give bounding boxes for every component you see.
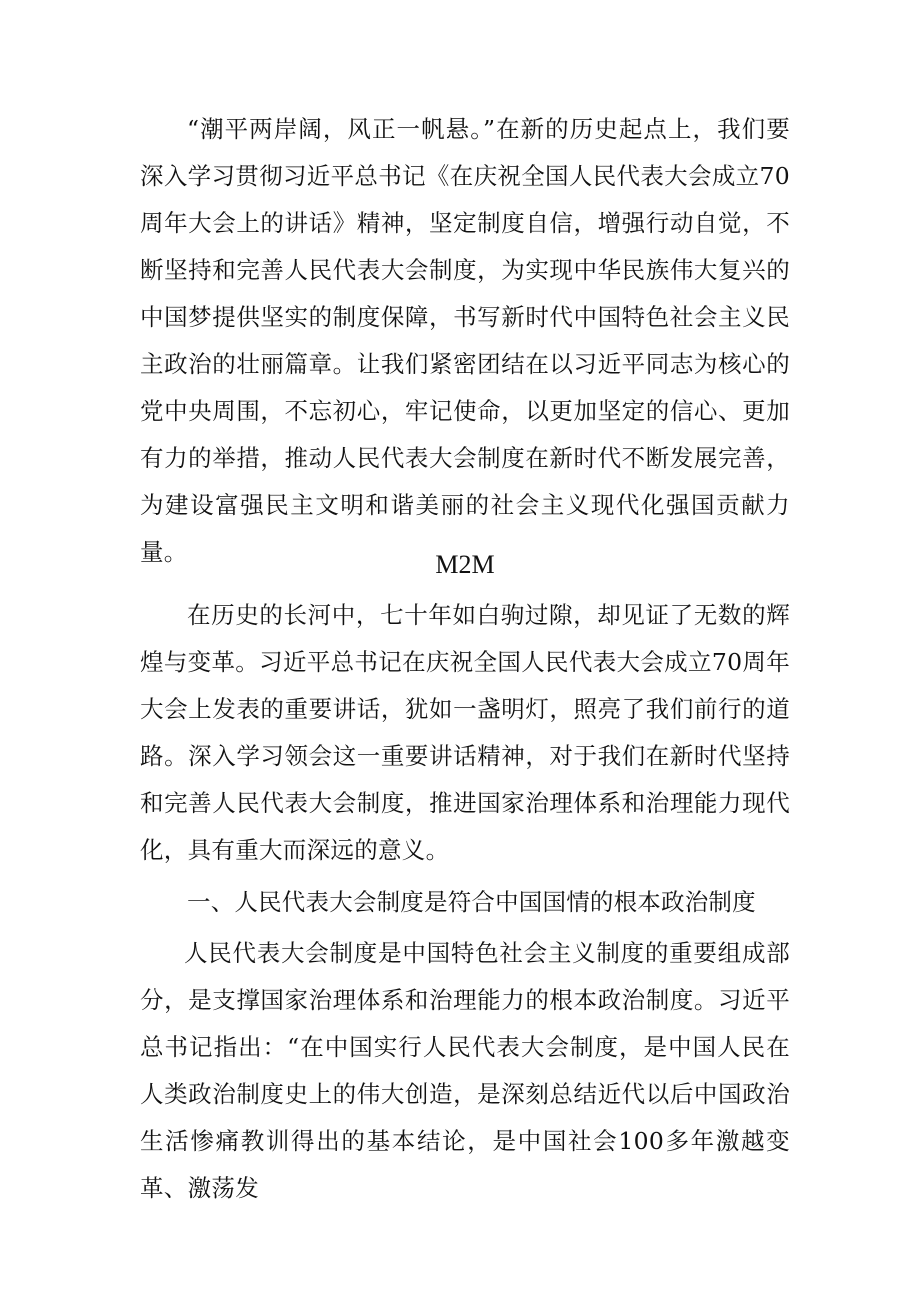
paragraph-section-one-body: 人民代表大会制度是中国特色社会主义制度的重要组成部分，是支撑国家治理体系和治理能力的根本政治制度。习近平总书记指出：“在中国实行人民代表大会制度，是中国人民在人类政治制度史上的伟大创造，是深刻总结近代以后中国政治生活惨痛教训得出的基本结论，是中国社会100多年激越变革、激荡发: [140, 939, 790, 1202]
centered-heading: M2M: [435, 550, 495, 579]
paragraph-closing-remarks: “潮平两岸阔，风正一帆悬。”在新的历史起点上，我们要深入学习贯彻习近平总书记《在庆祝全国人民代表大会成立70周年大会上的讲话》精神，坚定制度自信，增强行动自觉，不断坚持和完善人民代表大会制度，为实现中华民族伟大复兴的中国梦提供坚实的制度保障，书写新时代中国特色社会主义民主政治的壮丽篇章。让我们紧密团结在以习近平同志为核心的党中央周围，不忘初心，牢记使命，以更加坚定的信心、更加有力的举措，推动人民代表大会制度在新时代不断发展完善，为建设富强民主文明和谐美丽的社会主义现代化强国贡献力量。: [140, 115, 790, 566]
section-heading-one: 一、人民代表大会制度是符合中国国情的根本政治制度: [187, 888, 756, 916]
paragraph-introduction: 在历史的长河中，七十年如白驹过隙，却见证了无数的辉煌与变革。习近平总书记在庆祝全国人民代表大会成立70周年大会上发表的重要讲话，犹如一盏明灯，照亮了我们前行的道路。深入学习领会这一重要讲话精神，对于我们在新时代坚持和完善人民代表大会制度，推进国家治理体系和治理能力现代化，具有重大而深远的意义。: [140, 601, 790, 864]
